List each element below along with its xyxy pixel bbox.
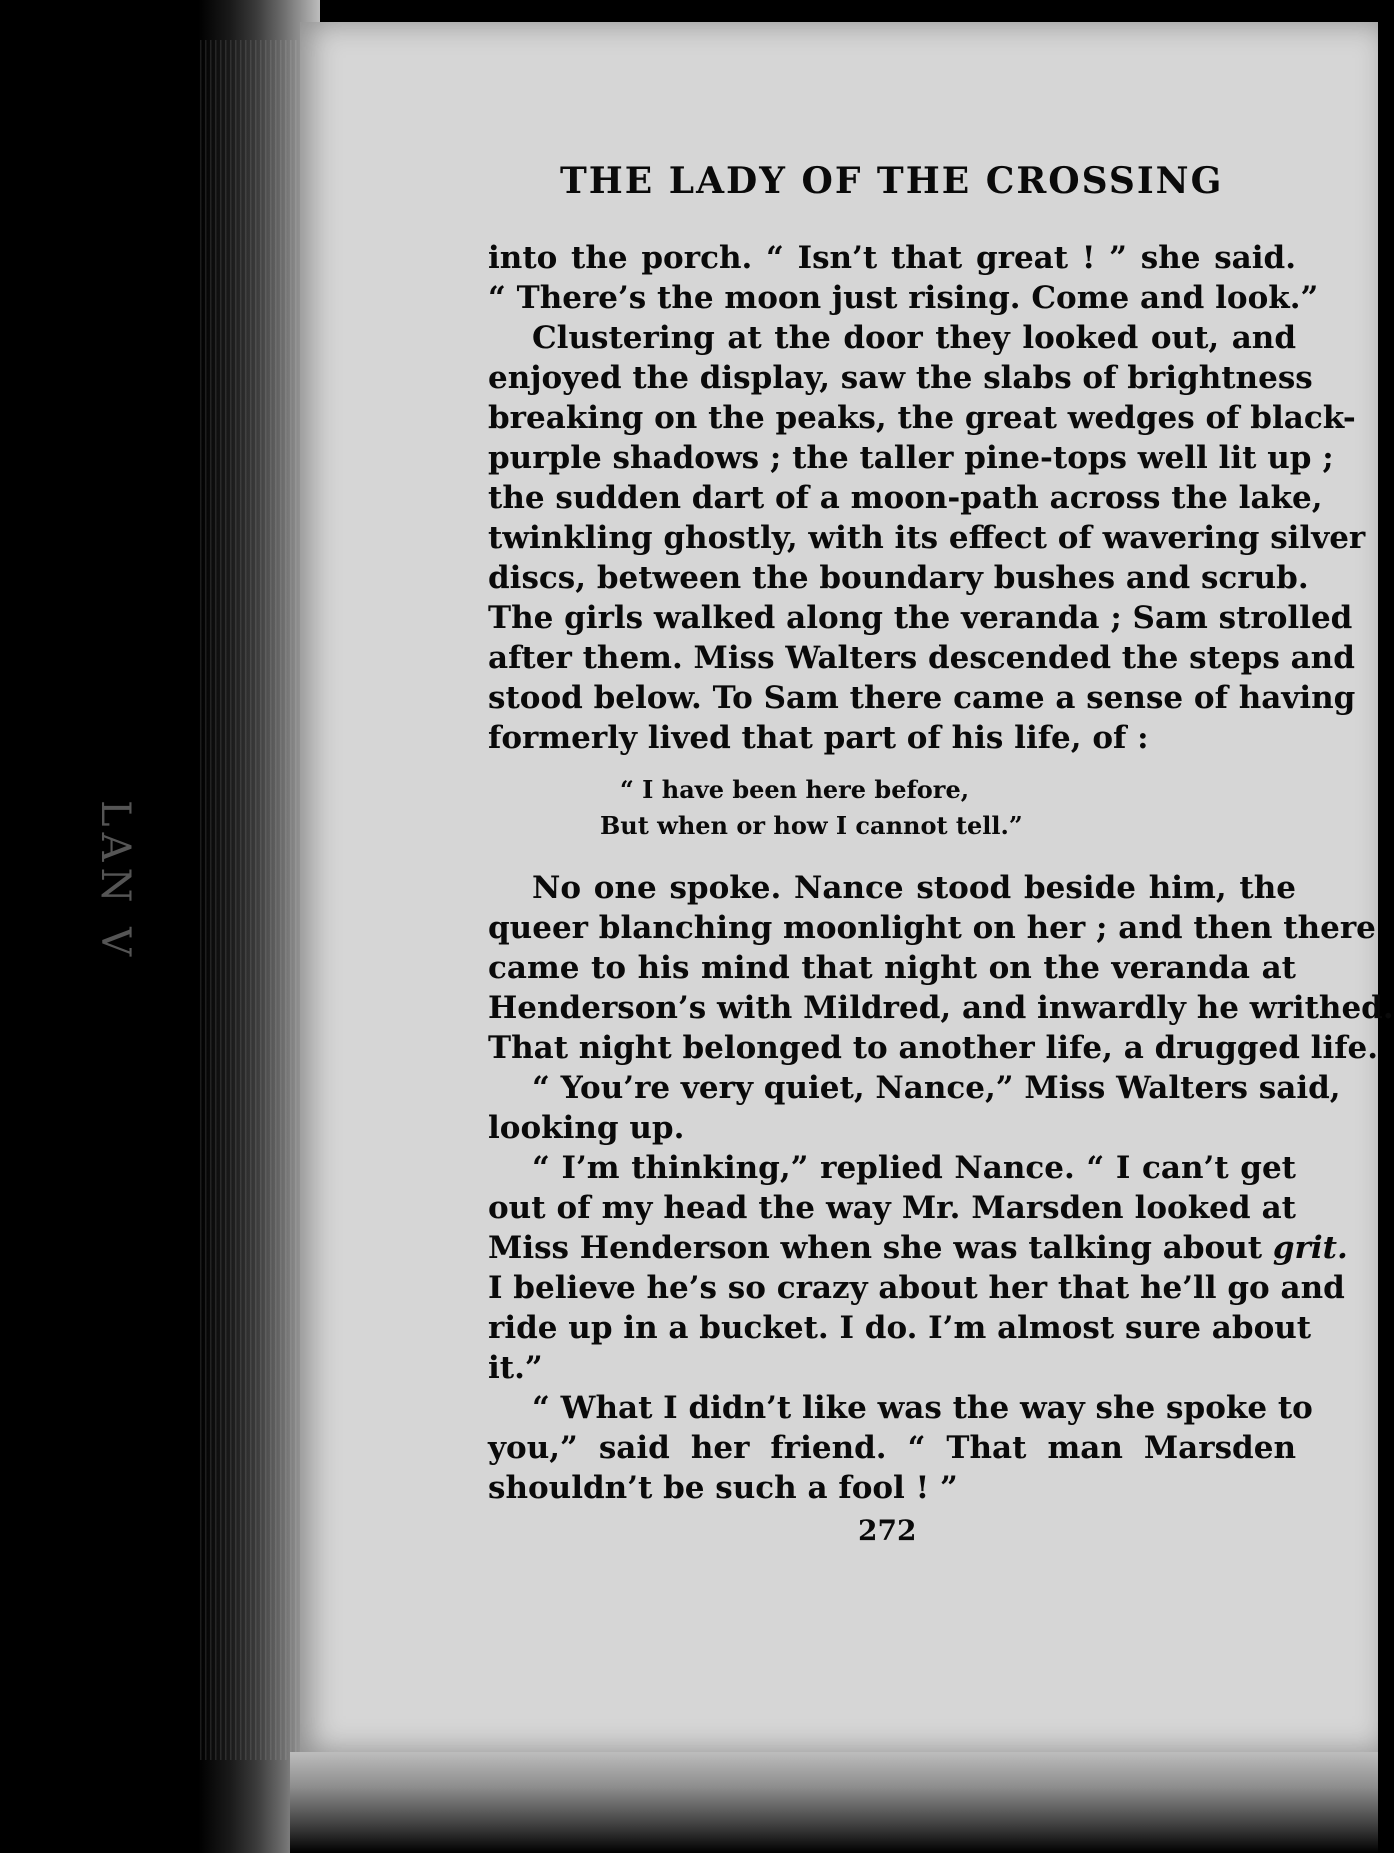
text-line: That night belonged to another life, a drugged life. xyxy=(488,1030,1379,1066)
text-line: Clustering at the door they looked out, and xyxy=(532,320,1296,356)
text-block-upper xyxy=(488,238,1366,758)
text-line: I believe he’s so crazy about her that he’ll go and xyxy=(488,1270,1345,1306)
page-number: 272 xyxy=(858,1514,917,1547)
text-line: “ You’re very quiet, Nance,” Miss Walters said, xyxy=(532,1070,1341,1106)
text-line: stood below. To Sam there came a sense of having xyxy=(488,680,1356,716)
text-line: queer blanching moonlight on her ; and then there xyxy=(488,910,1376,946)
poem-quote xyxy=(600,772,1023,844)
text-line: shouldn’t be such a fool ! ” xyxy=(488,1470,958,1506)
poem-line: “ I have been here before, xyxy=(620,775,970,804)
text-line: into the porch. “ Isn’t that great ! ” she said. xyxy=(488,240,1296,276)
text-line: looking up. xyxy=(488,1110,685,1146)
text-line: “ I’m thinking,” replied Nance. “ I can’t get xyxy=(532,1150,1296,1186)
text-line: ride up in a bucket. I do. I’m almost sure about xyxy=(488,1310,1312,1346)
book-page-edges xyxy=(0,0,320,1853)
text-line: you,” said her friend. “ That man Marsden xyxy=(488,1430,1296,1466)
text-line: formerly lived that part of his life, of : xyxy=(488,720,1149,756)
text-line: discs, between the boundary bushes and scrub. xyxy=(488,560,1309,596)
text-fragment: Miss Henderson when she was talking about xyxy=(488,1230,1263,1266)
text-line: twinkling ghostly, with its effect of wavering silver xyxy=(488,520,1366,556)
text-line: purple shadows ; the taller pine-tops well lit up ; xyxy=(488,440,1334,476)
page-bottom-shadow xyxy=(290,1752,1378,1853)
poem-line: But when or how I cannot tell.” xyxy=(600,811,1023,840)
text-line: it.” xyxy=(488,1350,543,1386)
text-line: The girls walked along the veranda ; Sam strolled xyxy=(488,600,1353,636)
text-line: out of my head the way Mr. Marsden looked at xyxy=(488,1190,1296,1226)
text-line: came to his mind that night on the veranda at xyxy=(488,950,1296,986)
text-line: “ What I didn’t like was the way she spoke to xyxy=(532,1390,1313,1426)
italic-word: grit. xyxy=(1272,1230,1348,1266)
text-line: breaking on the peaks, the great wedges of black- xyxy=(488,400,1356,436)
spine-label: LAN V xyxy=(92,800,138,963)
text-line: after them. Miss Walters descended the steps and xyxy=(488,640,1355,676)
text-line: enjoyed the display, saw the slabs of brightness xyxy=(488,360,1313,396)
text-line: No one spoke. Nance stood beside him, the xyxy=(532,870,1296,906)
text-line: Henderson’s with Mildred, and inwardly he writhed. xyxy=(488,990,1394,1026)
text-block-lower xyxy=(488,868,1394,1508)
running-header: THE LADY OF THE CROSSING xyxy=(560,160,1224,202)
text-line: “ There’s the moon just rising. Come and look.” xyxy=(488,280,1319,316)
text-line: the sudden dart of a moon-path across the lake, xyxy=(488,480,1323,516)
text-line-with-italic xyxy=(488,1228,1348,1268)
